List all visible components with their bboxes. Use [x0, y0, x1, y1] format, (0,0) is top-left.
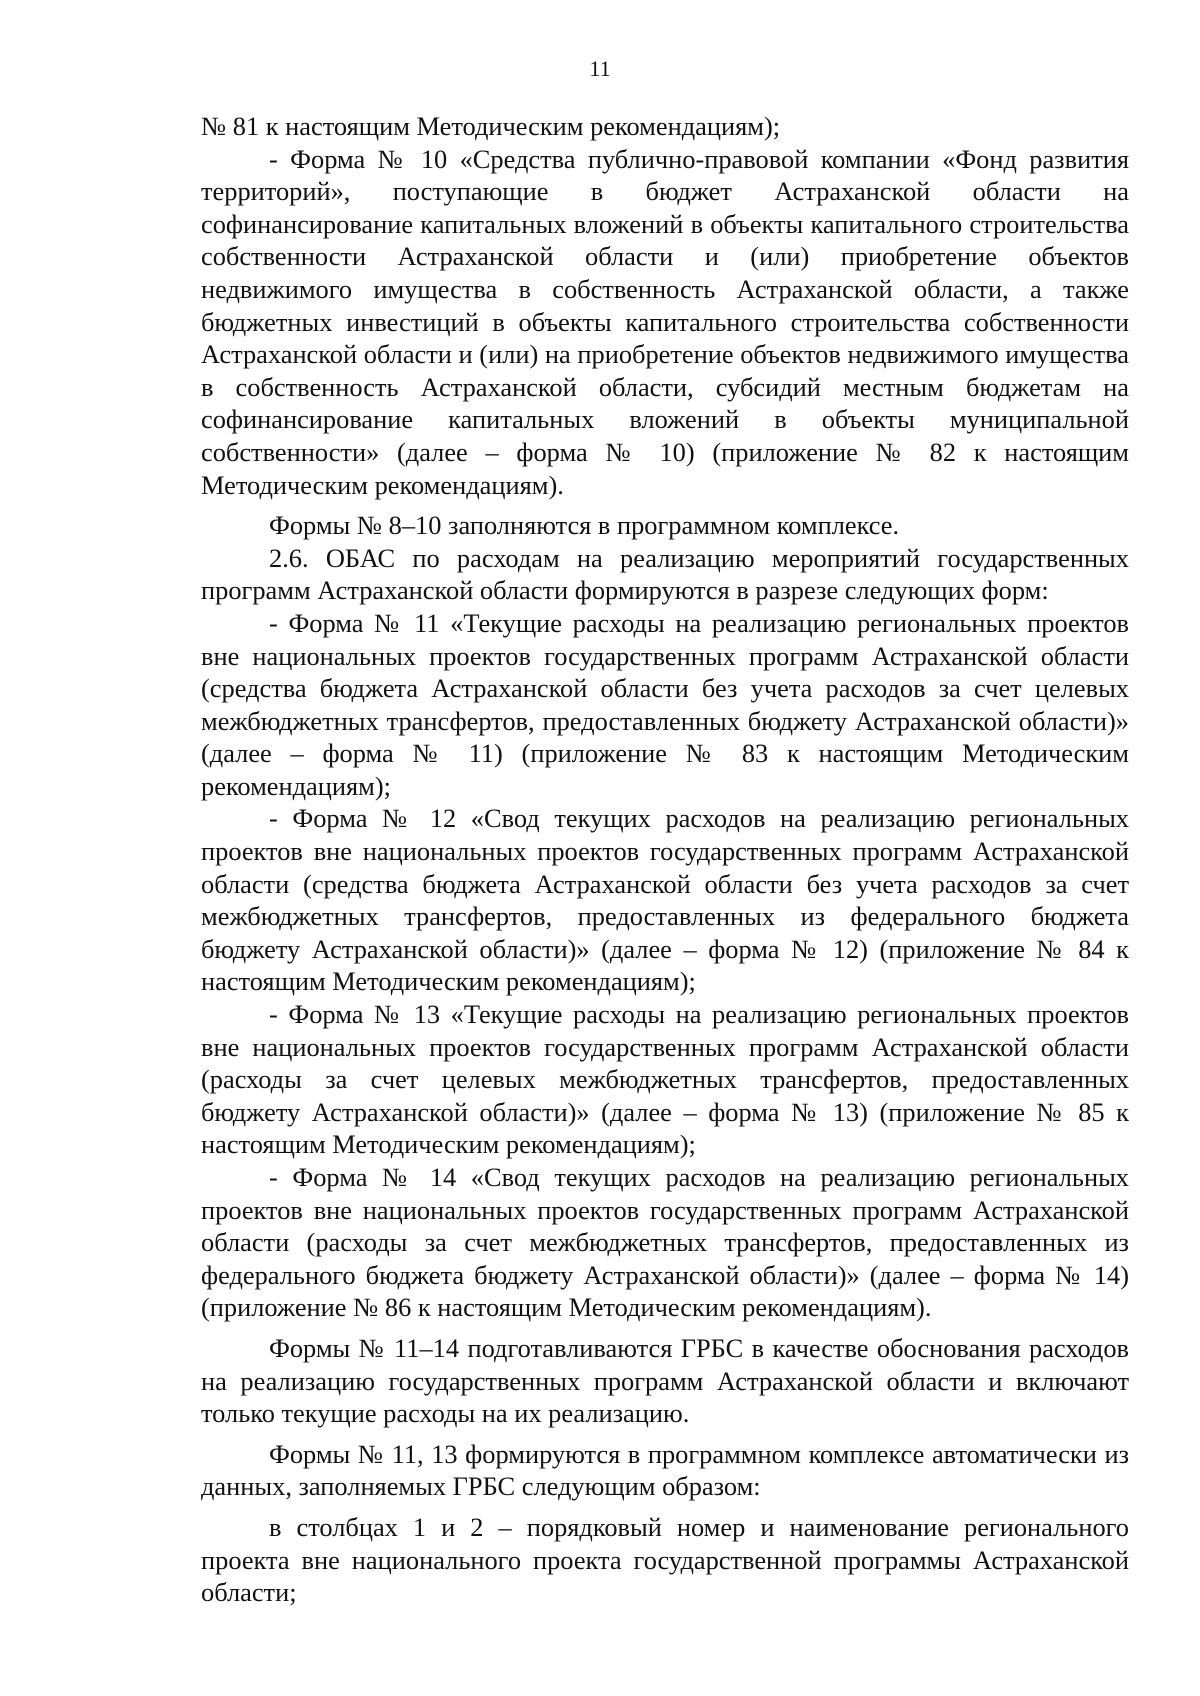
paragraph: - Форма № 12 «Свод текущих расходов на реализацию региональных проектов вне национальных проектов государственных программ Астраханской области (средства бюджета Астраханской области без учета расходов за счет межбюджетных трансфертов, предоставленных из федерального бюджета бюджету Астраханской области)» (далее – форма № 12) (приложение № 84 к настоящим Методическим рекомендациям); [201, 803, 1129, 997]
paragraph: в столбцах 1 и 2 – порядковый номер и наименование регионального проекта вне национального проекта государственной программы Астраханской области; [201, 1511, 1129, 1608]
document-body [201, 110, 1129, 1609]
paragraph: - Форма № 11 «Текущие расходы на реализацию региональных проектов вне национальных проектов государственных программ Астраханской области (средства бюджета Астраханской области без учета расходов за счет целевых межбюджетных трансфертов, предоставленных бюджету Астраханской области)» (далее – форма № 11) (приложение № 83 к настоящим Методическим рекомендациям); [201, 607, 1129, 801]
paragraph: 2.6. ОБАС по расходам на реализацию мероприятий государственных программ Астраханской области формируются в разрезе следующих форм: [201, 542, 1129, 606]
paragraph: Формы № 11, 13 формируются в программном комплексе автоматически из данных, заполняемых ГРБС следующим образом: [201, 1438, 1129, 1502]
paragraph: - Форма № 13 «Текущие расходы на реализацию региональных проектов вне национальных проектов государственных программ Астраханской области (расходы за счет целевых межбюджетных трансфертов, предоставленных бюджету Астраханской области)» (далее – форма № 13) (приложение № 85 к настоящим Методическим рекомендациям); [201, 999, 1129, 1160]
paragraph: - Форма № 14 «Свод текущих расходов на реализацию региональных проектов вне национальных проектов государственных программ Астраханской области (расходы за счет межбюджетных трансфертов, предоставленных из федерального бюджета бюджету Астраханской области)» (далее – форма № 14) (приложение № 86 к настоящим Методическим рекомендациям). [201, 1162, 1129, 1323]
page-number: 11 [589, 56, 611, 81]
paragraph: - Форма № 10 «Средства публично-правовой компании «Фонд развития территорий», поступающие в бюджет Астраханской области на софинансирование капитальных вложений в объекты капитального строительства собственности Астраханской области и (или) приобретение объектов недвижимого имущества в собственность Астраханской области, а также бюджетных инвестиций в объекты капитального строительства собственности Астраханской области и (или) на приобретение объектов недвижимого имущества в собственность Астраханской области, субсидий местным бюджетам на софинансирование капитальных вложений в объекты муниципальной собственности» (далее – форма № 10) (приложение № 82 к настоящим Методическим рекомендациям). [201, 143, 1129, 500]
paragraph: № 81 к настоящим Методическим рекомендациям); [201, 111, 781, 141]
paragraph: Формы № 11–14 подготавливаются ГРБС в качестве обоснования расходов на реализацию государственных программ Астраханской области и включают только текущие расходы на их реализацию. [201, 1332, 1129, 1429]
paragraph: Формы № 8–10 заполняются в программном комплексе. [269, 510, 900, 541]
